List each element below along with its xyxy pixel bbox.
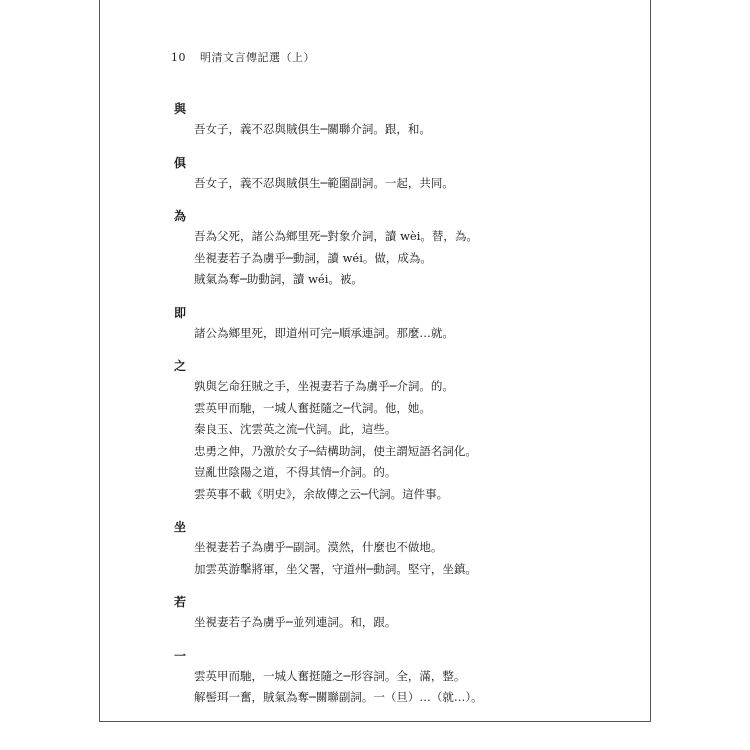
example-line: 加雲英游擊將軍，坐父署，守道州─動詞。堅守，坐鎮。 (194, 561, 477, 576)
example-line: 賊氣為奪─助動詞，讀 wéi。被。 (194, 272, 363, 286)
book-page (99, 0, 651, 722)
entry-yu (174, 100, 610, 141)
entry-ji (174, 304, 610, 345)
example-line: 吾為父死，諸公為鄉里死─對象介詞，讀 wèi。替，為。 (194, 229, 478, 243)
example-line: 雲英甲而馳，一城人奮挺隨之─形容詞。全，滿，整。 (194, 668, 466, 683)
example-line: 豈亂世陰陽之道，不得其情─介詞。的。 (194, 465, 397, 479)
headword: 為 (174, 209, 187, 223)
example-line: 解髻珥一奮，賊氣為奪─關聯副詞。一（旦）…（就…）。 (194, 690, 483, 704)
entry-ju (174, 154, 610, 195)
example-line: 雲英事不載《明史》，余故傳之云─代詞。這件事。 (194, 486, 449, 501)
headword: 即 (174, 305, 187, 320)
headword: 之 (174, 359, 187, 373)
page-number: 10 (171, 51, 186, 64)
headword: 若 (174, 595, 187, 609)
entry-ruo (174, 593, 610, 634)
entry-wei (174, 207, 610, 291)
example-line: 諸公為鄉里死，即道州可完─順承連詞。那麼…就。 (194, 325, 454, 340)
entry-yi (174, 647, 610, 709)
headword: 俱 (174, 155, 187, 170)
example-line: 吾女子，義不忍與賊俱生─範圍副詞。一起，共同。 (194, 175, 454, 190)
example-line: 坐視妻若子為虜乎─副詞。漠然，什麼也不做地。 (194, 540, 443, 554)
page-header (171, 49, 315, 65)
example-line: 坐視妻若子為虜乎─並列連詞。和，跟。 (194, 615, 397, 629)
example-line: 吾女子，義不忍與賊俱生─關聯介詞。跟，和。 (194, 122, 431, 136)
example-line: 孰與乞命狂賊之手，坐視妻若子為虜乎─介詞。的。 (194, 379, 454, 393)
example-line: 忠勇之伸，乃激於女子─結構助詞，使主謂短語名詞化。 (194, 443, 477, 458)
entry-zhi (174, 357, 610, 505)
book-title: 明清文言傳記選（上） (200, 51, 315, 64)
example-line: 坐視妻若子為虜乎─動詞，讀 wéi。做，成為。 (194, 250, 432, 265)
example-line: 秦良玉、沈雲英之流─代詞。此，這些。 (194, 422, 397, 436)
entry-zuo (174, 518, 610, 580)
glossary (174, 100, 610, 722)
headword: 一 (174, 648, 187, 663)
example-line: 雲英甲而馳，一城人奮挺隨之─代詞。他，她。 (194, 400, 431, 415)
headword: 與 (174, 102, 187, 116)
headword: 坐 (174, 520, 187, 534)
